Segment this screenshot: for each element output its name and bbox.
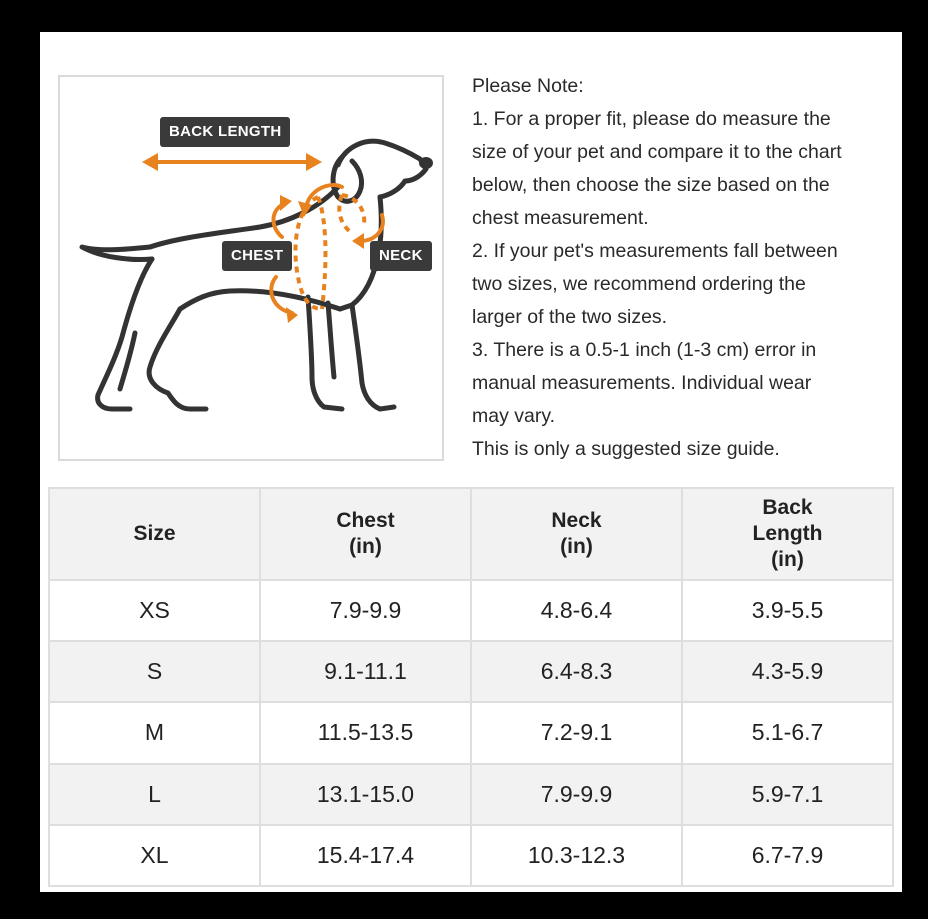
table-row	[49, 764, 893, 825]
notes-line: 3. There is a 0.5-1 inch (1-3 cm) error in	[472, 339, 817, 361]
table-header-row	[49, 488, 893, 580]
size-cell: XL	[49, 825, 260, 886]
dog-outline-icon	[82, 141, 426, 409]
header-neck-unit: (in)	[560, 535, 593, 558]
size-cell: M	[49, 702, 260, 763]
notes-line: two sizes, we recommend ordering the	[472, 273, 806, 295]
chest-cell: 9.1-11.1	[260, 641, 471, 702]
header-back-length-unit: (in)	[771, 548, 804, 571]
notes-heading: Please Note:	[472, 75, 584, 97]
table-row	[49, 580, 893, 641]
chest-cell: 13.1-15.0	[260, 764, 471, 825]
header-back-length	[682, 488, 893, 580]
notes-line: larger of the two sizes.	[472, 306, 668, 328]
dog-nose-icon	[419, 157, 433, 169]
back-length-cell: 3.9-5.5	[682, 580, 893, 641]
size-cell: S	[49, 641, 260, 702]
neck-cell: 4.8-6.4	[471, 580, 682, 641]
chest-cell: 15.4-17.4	[260, 825, 471, 886]
chest-cell: 11.5-13.5	[260, 702, 471, 763]
size-chart-table	[48, 487, 894, 887]
table-row	[49, 641, 893, 702]
back-length-cell: 5.1-6.7	[682, 702, 893, 763]
back-length-cell: 4.3-5.9	[682, 641, 893, 702]
table-row	[49, 702, 893, 763]
header-neck-label: Neck	[551, 509, 602, 532]
notes-line: 2. If your pet's measurements fall between	[472, 240, 838, 262]
neck-cell: 10.3-12.3	[471, 825, 682, 886]
back-length-cell: 6.7-7.9	[682, 825, 893, 886]
back-length-arrow-icon	[142, 153, 322, 171]
header-size-label: Size	[133, 522, 176, 545]
chest-cell: 7.9-9.9	[260, 580, 471, 641]
notes-line: may vary.	[472, 405, 556, 427]
header-neck	[471, 488, 682, 580]
neck-cell: 6.4-8.3	[471, 641, 682, 702]
header-back-label: Back	[762, 496, 813, 519]
notes-line: below, then choose the size based on the	[472, 174, 830, 196]
notes-line: manual measurements. Individual wear	[472, 372, 812, 394]
neck-cell: 7.2-9.1	[471, 702, 682, 763]
notes-line: This is only a suggested size guide.	[472, 438, 780, 460]
neck-arrowheads-icon	[298, 201, 364, 249]
table-row	[49, 825, 893, 886]
notes-line: 1. For a proper fit, please do measure the	[472, 108, 831, 130]
header-chest	[260, 488, 471, 580]
size-cell: XS	[49, 580, 260, 641]
header-size	[49, 488, 260, 580]
header-chest-unit: (in)	[349, 535, 382, 558]
neck-label: NECK	[370, 241, 432, 271]
fit-notes	[472, 70, 902, 466]
chest-label: CHEST	[222, 241, 292, 271]
notes-line: size of your pet and compare it to the chart	[472, 141, 842, 163]
header-chest-label: Chest	[336, 509, 395, 532]
dog-measurement-diagram	[58, 75, 444, 461]
back-length-cell: 5.9-7.1	[682, 764, 893, 825]
size-cell: L	[49, 764, 260, 825]
size-guide-sheet	[40, 32, 902, 892]
notes-line: chest measurement.	[472, 207, 649, 229]
back-length-label: BACK LENGTH	[160, 117, 290, 147]
neck-cell: 7.9-9.9	[471, 764, 682, 825]
header-length-label: Length	[752, 522, 823, 545]
